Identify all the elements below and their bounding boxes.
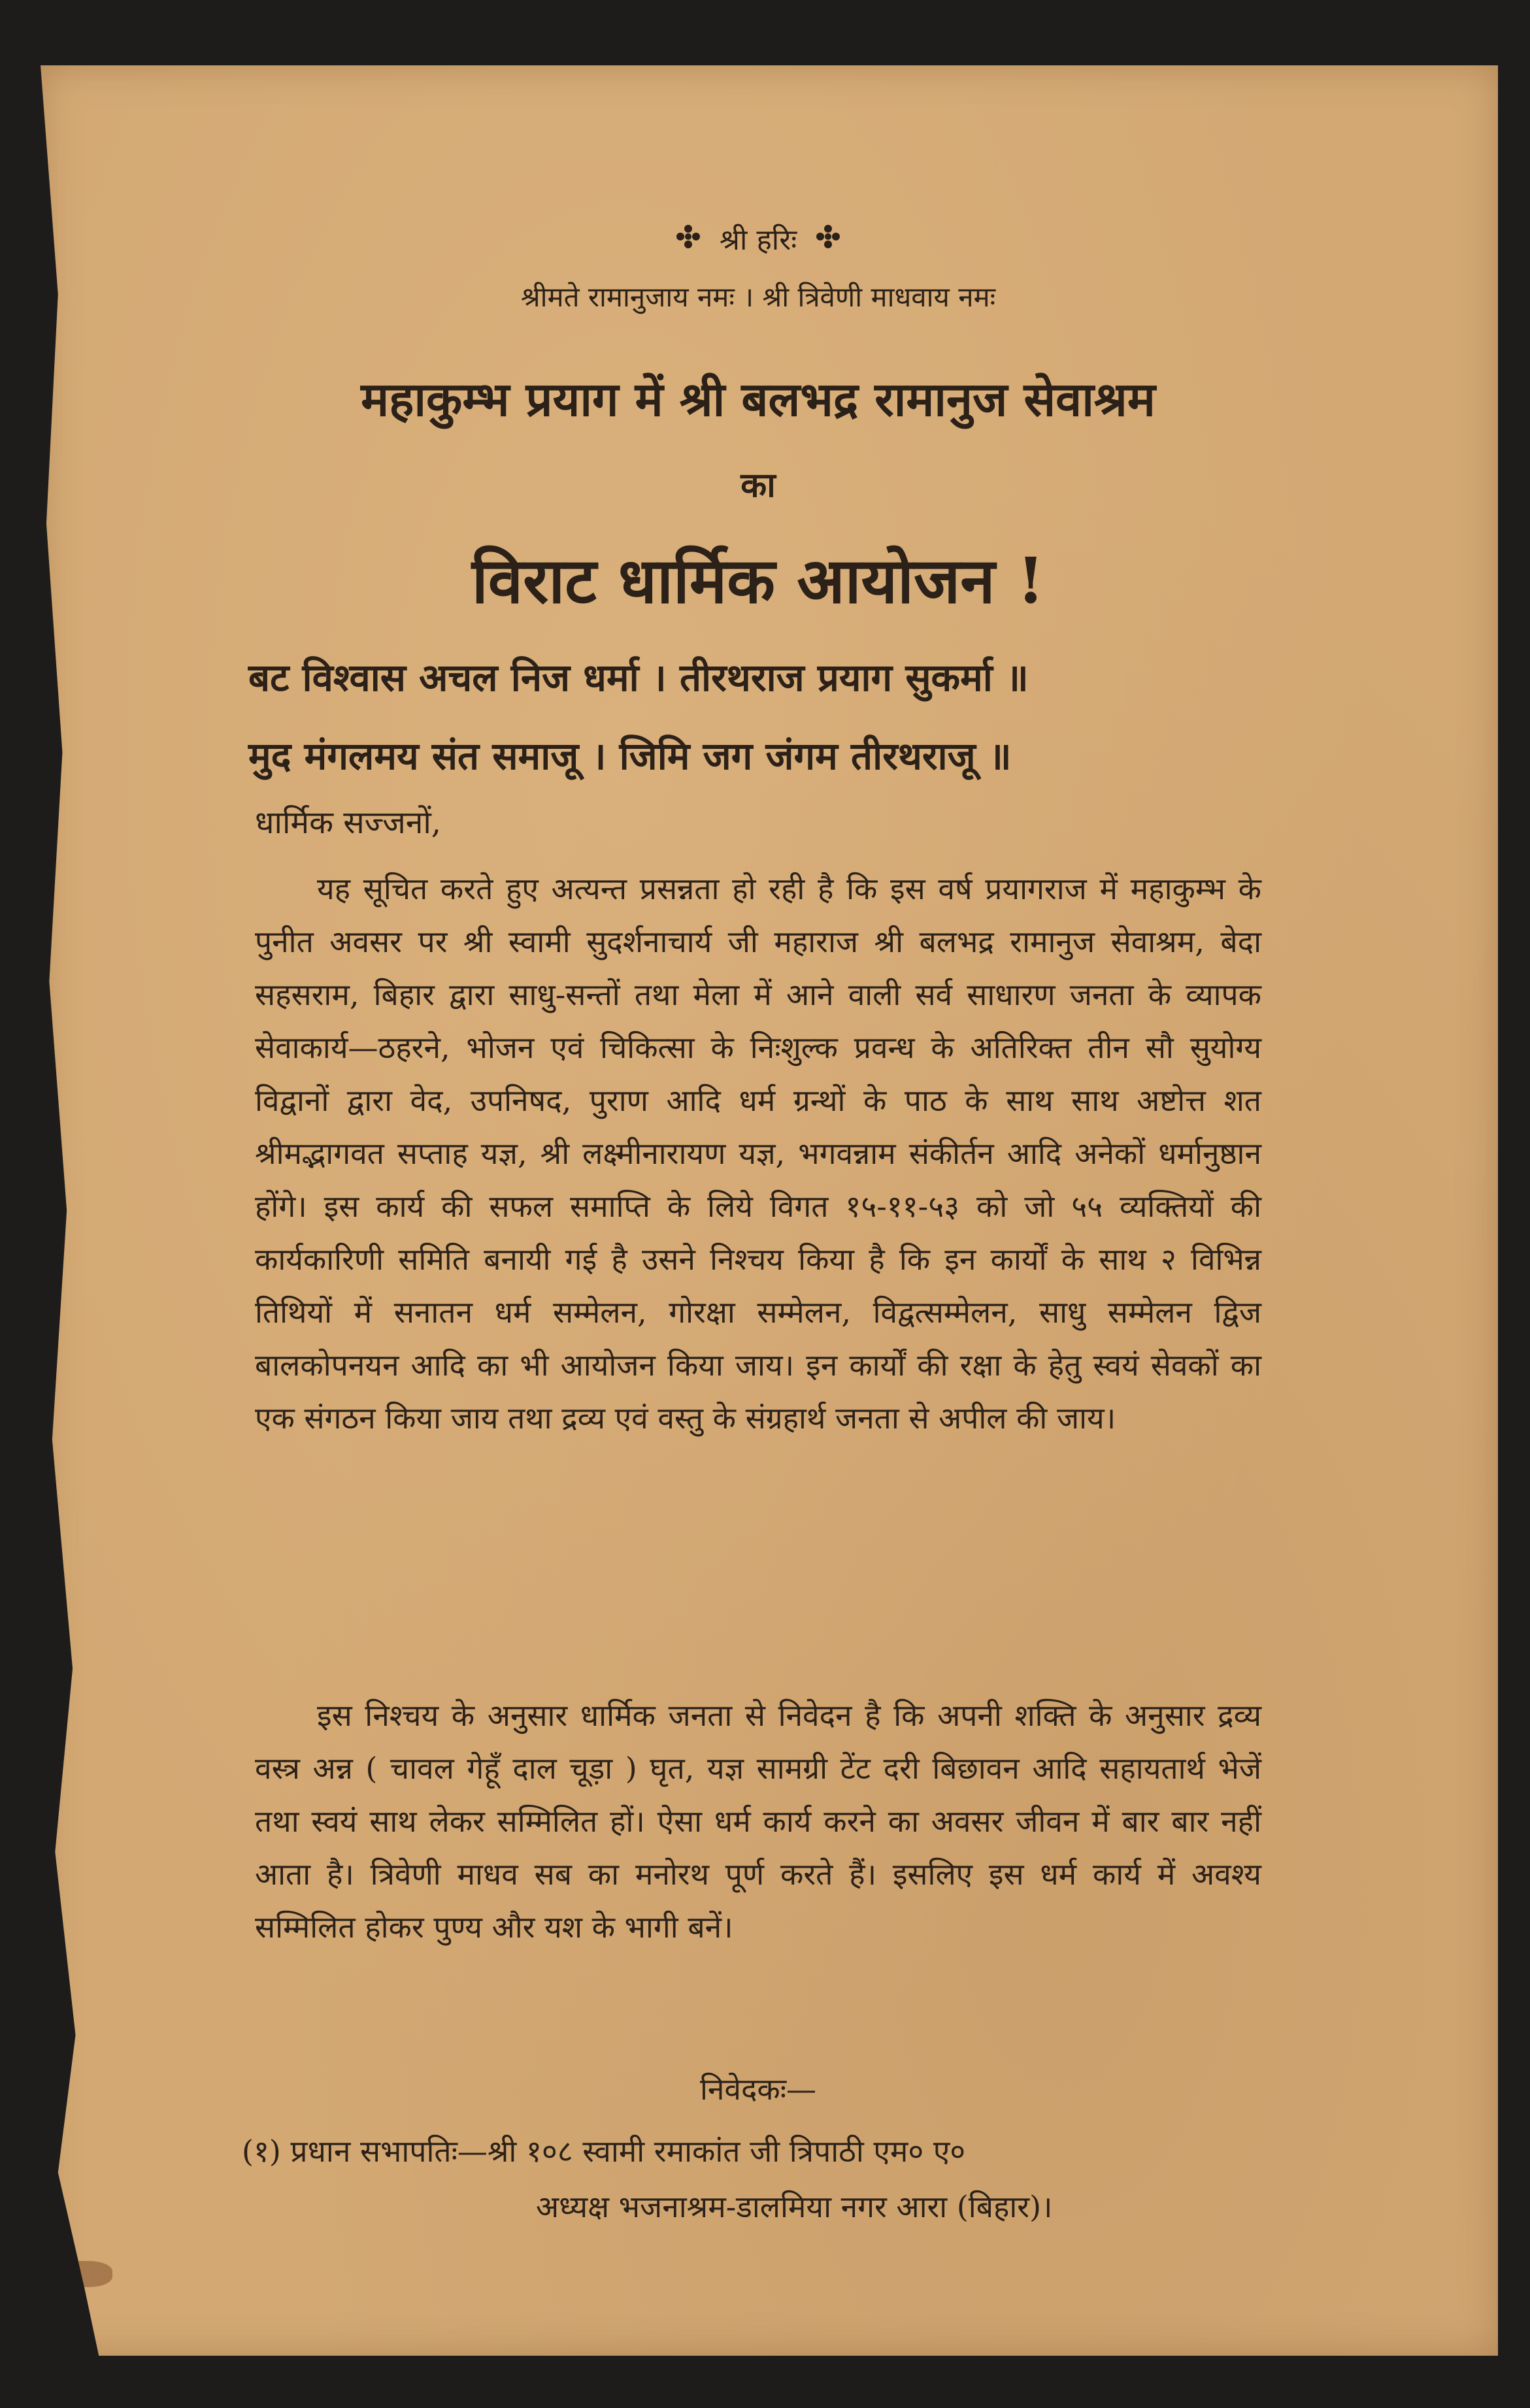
- flower-icon: [815, 223, 841, 257]
- verse-line-1: बट विश्वास अचल निज धर्मा । तीरथराज प्रयाग सुकर्मा ॥: [248, 655, 1029, 700]
- title-line-3: विराट धार्मिक आयोजन !: [471, 544, 1045, 618]
- paragraph-2-text: इस निश्चय के अनुसार धार्मिक जनता से निवेदन है कि अपनी शक्ति के अनुसार द्रव्य वस्त्र अन्न ( चावल गेहूँ दाल चूड़ा ) घृत, यज्ञ सामग्री टेंट दरी बिछावन आदि सहायतार्थ भेजें तथा स्वयं साथ लेकर सम्मिलित हों। ऐसा धर्म कार्य करने का अवसर जीवन में बार बार नहीं आता है। त्रिवेणी माधव सब का मनोरथ पूर्ण करते हैं। इसलिए इस धर्म कार्य में अवश्य सम्मिलित होकर पुण्य और यश के भागी बनें।: [255, 1698, 1261, 1945]
- invocation-line: [248, 219, 1268, 258]
- invocation-text: श्री हरिः: [719, 223, 797, 257]
- title-line-2: का: [740, 465, 776, 505]
- greeting: धार्मिक सज्जनों,: [255, 804, 442, 841]
- flower-icon: [675, 223, 701, 257]
- paper-stain: [54, 2261, 112, 2287]
- signature-line-1: (१) प्रधान सभापतिः—श्री १०८ स्वामी रमाकांत जी त्रिपाठी एम० ए०: [242, 2134, 966, 2169]
- verse-line-2: मुद मंगलमय संत समाजू । जिमि जग जंगम तीरथराजू ॥: [248, 734, 1012, 778]
- paragraph-1: [255, 863, 1261, 1445]
- signature-line-2: अध्यक्ष भजनाश्रम-डालमिया नगर आरा (बिहार)।: [536, 2189, 1053, 2224]
- signature-label: निवेदकः—: [699, 2071, 817, 2107]
- title-line-1: महाकुम्भ प्रयाग में श्री बलभद्र रामानुज सेवाश्रम: [361, 371, 1156, 427]
- paragraph-1-text: यह सूचित करते हुए अत्यन्त प्रसन्नता हो रही है कि इस वर्ष प्रयागराज में महाकुम्भ के पुनीत अवसर पर श्री स्वामी सुदर्शनाचार्य जी महाराज श्री बलभद्र रामानुज सेवाश्रम, बेदा सहसराम, बिहार द्वारा साधु-सन्तों तथा मेला में आने वाली सर्व साधारण जनता के व्यापक सेवाकार्य—ठहरने, भोजन एवं चिकित्सा के निःशुल्क प्रवन्ध के अतिरिक्त तीन सौ सुयोग्य विद्वानों द्वारा वेद, उपनिषद, पुराण आदि धर्म ग्रन्थों के पाठ के साथ साथ अष्टोत्त शत श्रीमद्भागवत सप्ताह यज्ञ, श्री लक्ष्मीनारायण यज्ञ, भगवन्नाम संकीर्तन आदि अनेकों धर्मानुष्ठान होंगे। इस कार्य की सफल समाप्ति के लिये विगत १५-११-५३ को जो ५५ व्यक्तियों की कार्यकारिणी समिति बनायी गई है उसने निश्चय किया है कि इन कार्यों के साथ २ विभिन्न तिथियों में सनातन धर्म सम्मेलन, गोरक्षा सम्मेलन, विद्वत्सम्मेलन, साधु सम्मेलन द्विज बालकोपनयन आदि का भी आयोजन किया जाय। इन कार्यों की रक्षा के हेतु स्वयं सेवकों का एक संगठन किया जाय तथा द्रव्य एवं वस्तु के संग्रहार्थ जनता से अपील की जाय।: [255, 871, 1261, 1436]
- paragraph-2: [255, 1689, 1261, 1954]
- salutation-line: श्रीमते रामानुजाय नमः । श्री त्रिवेणी माधवाय नमः: [520, 281, 996, 313]
